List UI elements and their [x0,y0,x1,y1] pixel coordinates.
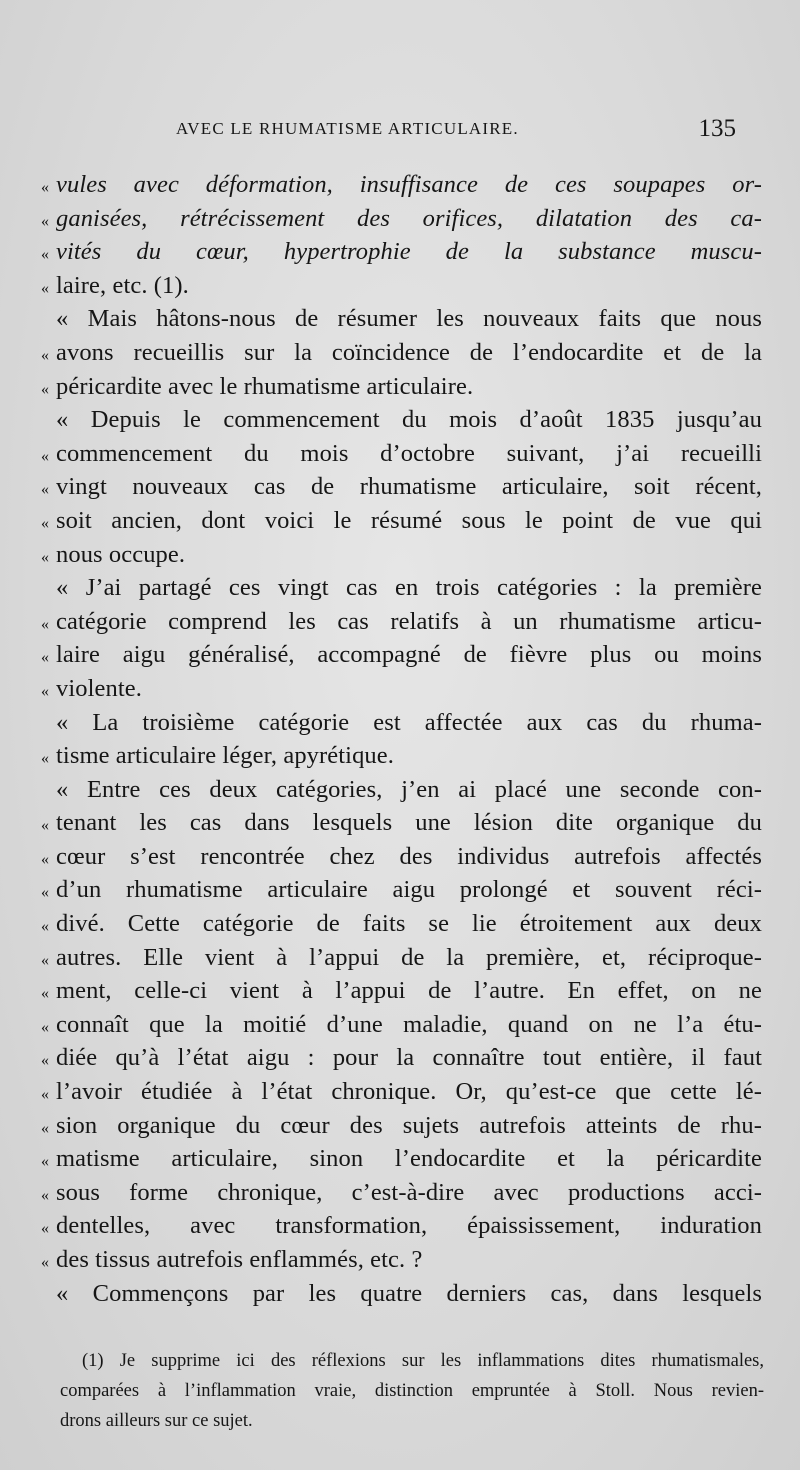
guillemet-marker: « [41,1052,49,1070]
guillemet-marker: « [41,615,49,633]
line-text: des tissus autrefois enflammés, etc. ? [56,1246,423,1273]
running-head [176,115,736,145]
line-text: sion organique du cœur des sujets autrefois atteints de rhu- [56,1111,762,1139]
running-title: AVEC LE RHUMATISME ARTICULAIRE. [176,119,519,138]
line-text: « Mais hâtons-nous de résumer les nouveaux faits que nous [56,305,762,333]
text-line [34,806,762,840]
guillemet-marker: « [41,884,49,902]
text-line [34,1142,762,1176]
guillemet-marker: « [41,514,49,532]
text-line [34,269,762,303]
guillemet-marker: « [41,447,49,465]
line-text: avons recueillis sur la coïncidence de l’endocardite et de la [56,338,762,366]
guillemet-marker: « [41,246,49,264]
guillemet-marker: « [41,380,49,398]
line-text: divé. Cette catégorie de faits se lie étroitement aux deux [56,910,762,938]
text-line [34,1041,762,1075]
line-text: cœur s’est rencontrée chez des individus autrefois affectés [56,842,762,870]
page-number: 135 [698,115,736,142]
line-text: vules avec déformation, insuffisance de ces soupapes or- [56,171,762,198]
text-line [34,504,762,538]
text-line [34,202,762,236]
footnote [60,1346,764,1436]
footnote-line: drons ailleurs sur ce sujet. [60,1411,253,1431]
text-line [34,873,762,907]
line-text: diée qu’à l’état aigu : pour la connaître tout entière, il faut [56,1044,762,1072]
text-line [34,638,762,672]
text-line [34,1277,762,1311]
body-text [34,168,762,1310]
line-text: « La troisième catégorie est affectée aux cas du rhuma- [56,708,762,736]
text-line [34,1243,762,1277]
line-text: catégorie comprend les cas relatifs à un rhumatisme articu- [56,607,762,635]
footnote-line: comparées à l’inflammation vraie, distinction empruntée à Stoll. Nous revien- [60,1381,764,1401]
text-line [34,168,762,202]
line-text: soit ancien, dont voici le résumé sous le point de vue qui [56,506,762,534]
line-text: laire aigu généralisé, accompagné de fièvre plus ou moins [56,641,762,669]
text-line [34,941,762,975]
guillemet-marker: « [41,750,49,768]
text-line [34,437,762,471]
text-line [34,1176,762,1210]
text-line [34,1209,762,1243]
line-text: sous forme chronique, c’est-à-dire avec productions acci- [56,1178,762,1206]
guillemet-marker: « [41,346,49,364]
line-text: tisme articulaire léger, apyrétique. [56,742,394,770]
line-text: « Depuis le commencement du mois d’août 1835 jusqu’au [56,406,762,434]
guillemet-marker: « [41,481,49,499]
line-text: vités du cœur, hypertrophie de la substance muscu- [56,238,762,266]
line-text: dentelles, avec transformation, épaississement, induration [56,1212,762,1240]
guillemet-marker: « [41,1086,49,1104]
guillemet-marker: « [41,1254,49,1271]
guillemet-marker: « [41,951,49,969]
text-line [34,974,762,1008]
text-line [34,773,762,807]
guillemet-marker: « [41,682,49,700]
text-line [34,470,762,504]
line-text: « Commençons par les quatre derniers cas, dans lesquels [56,1279,762,1307]
text-line [34,739,762,773]
text-line [34,538,762,572]
line-text: tenant les cas dans lesquels une lésion dite organique du [56,809,762,837]
text-line [34,672,762,706]
line-text: ment, celle-ci vient à l’appui de l’autre. En effet, on ne [56,977,762,1005]
guillemet-marker: « [41,850,49,868]
guillemet-marker: « [41,279,49,297]
guillemet-marker: « [41,1018,49,1036]
line-text: commencement du mois d’octobre suivant, j’ai recueilli [56,439,762,467]
line-text: d’un rhumatisme articulaire aigu prolongé et souvent réci- [56,876,762,904]
guillemet-marker: « [41,1186,49,1204]
line-text: vingt nouveaux cas de rhumatisme articulaire, soit récent, [56,473,762,501]
text-line [34,1008,762,1042]
text-line [34,403,762,437]
text-line [34,235,762,269]
text-line [34,302,762,336]
guillemet-marker: « [41,548,49,566]
line-text: matisme articulaire, sinon l’endocardite et la péricardite [56,1145,762,1173]
text-line [34,840,762,874]
line-text: autres. Elle vient à l’appui de la première, et, réciproque- [56,943,762,971]
guillemet-marker: « [41,1220,49,1238]
text-line [34,1075,762,1109]
line-text: « J’ai partagé ces vingt cas en trois catégories : la première [56,574,762,602]
text-line [34,336,762,370]
line-text: l’avoir étudiée à l’état chronique. Or, qu’est-ce que cette lé- [56,1078,762,1106]
guillemet-marker: « [41,985,49,1003]
text-line [34,907,762,941]
footnote-line: (1) Je supprime ici des réflexions sur les inflammations dites rhumatismales, [82,1351,764,1371]
line-text: violente. [56,674,142,702]
text-line [34,370,762,404]
line-text: nous occupe. [56,540,186,568]
text-line [34,605,762,639]
text-line [34,571,762,605]
line-text: « Entre ces deux catégories, j’en ai placé une seconde con- [56,775,762,803]
guillemet-marker: « [41,1153,49,1171]
line-text: ganisées, rétrécissement des orifices, dilatation des ca- [56,204,762,232]
guillemet-marker: « [41,212,49,230]
line-text: laire, etc. (1). [56,271,189,299]
guillemet-marker: « [41,918,49,936]
guillemet-marker: « [41,817,49,835]
line-text: péricardite avec le rhumatisme articulaire. [56,372,474,400]
text-line [34,706,762,740]
guillemet-marker: « [41,1119,49,1137]
guillemet-marker: « [41,179,49,196]
guillemet-marker: « [41,649,49,667]
text-line [34,1109,762,1143]
line-text: connaît que la moitié d’une maladie, quand on ne l’a étu- [56,1010,762,1038]
